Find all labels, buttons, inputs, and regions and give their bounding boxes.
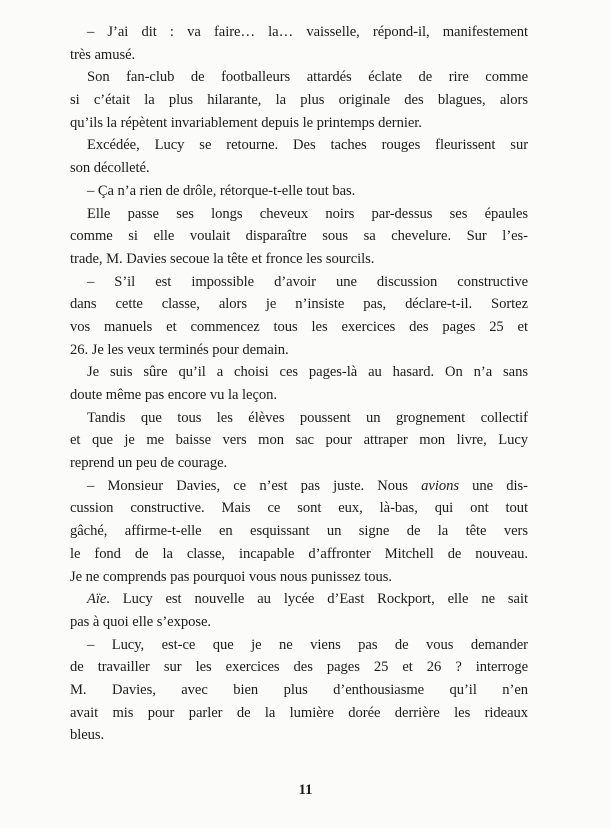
- text-line: Tandis que tous les élèves poussent un grognement collectif: [87, 409, 528, 426]
- text-line: Elle passe ses longs cheveux noirs par-dessus ses épaules: [87, 205, 528, 222]
- text-line: cussion constructive. Mais ce sont eux, là-bas, qui ont tout: [70, 500, 528, 517]
- text-line: comme si elle voulait disparaître sous sa chevelure. Sur l’es-: [70, 228, 528, 245]
- text-line: reprend un peu de courage.: [70, 455, 228, 472]
- text-line: dans cette classe, alors je n’insiste pas, déclare-t-il. Sortez: [70, 296, 528, 313]
- text-line: pas à quoi elle s’expose.: [70, 613, 211, 630]
- text-line: bleus.: [70, 727, 105, 744]
- text-line: son décolleté.: [70, 160, 150, 177]
- text-line: Je ne comprends pas pourquoi vous nous punissez tous.: [70, 568, 393, 585]
- italic-word: Aïe: [87, 591, 107, 608]
- page-number: 11: [298, 782, 313, 798]
- text-line: M. Davies, avec bien plus d’enthousiasme qu’il n’en: [70, 681, 528, 698]
- text-line: avait mis pour parler de la lumière dorée derrière les rideaux: [70, 704, 528, 721]
- text-line: vos manuels et commencez tous les exercices des pages 25 et: [70, 318, 528, 335]
- text-line: trade, M. Davies secoue la tête et fronce les sourcils.: [70, 250, 375, 267]
- text-line: le fond de la classe, incapable d’affronter Mitchell de nouveau.: [70, 545, 528, 562]
- text-block: [70, 21, 528, 747]
- text-line: – S’il est impossible d’avoir une discussion constructive: [87, 273, 528, 290]
- text-line: qu’ils la répètent invariablement depuis le printemps dernier.: [70, 114, 422, 131]
- text-line: [70, 588, 528, 611]
- text-segment: une dis-: [458, 477, 528, 494]
- text-line: si c’était la plus hilarante, la plus originale des blagues, alors: [70, 92, 528, 109]
- text-line: Je suis sûre qu’il a choisi ces pages-là au hasard. On n’a sans: [87, 364, 528, 381]
- text-line: et que je me baisse vers mon sac pour attraper mon livre, Lucy: [70, 432, 528, 449]
- text-line: doute même pas encore vu la leçon.: [70, 387, 277, 403]
- text-line: très amusé.: [70, 46, 136, 63]
- text-segment: . Lucy est nouvelle au lycée d’East Rockport, elle ne sait: [106, 591, 528, 608]
- text-line: de travailler sur les exercices des pages 25 et 26 ? interroge: [70, 659, 528, 676]
- italic-word: avions: [421, 477, 459, 494]
- text-line: – J’ai dit : va faire… la… vaisselle, répond-il, manifestement: [87, 24, 528, 40]
- text-line: gâché, affirme-t-elle en esquissant un signe de la tête vers: [70, 523, 528, 540]
- text-segment: – Monsieur Davies, ce n’est pas juste. Nous: [87, 477, 422, 494]
- text-line: 26. Je les veux terminés pour demain.: [70, 341, 289, 358]
- text-line: Son fan-club de footballeurs attardés éclate de rire comme: [87, 69, 528, 86]
- text-line: [70, 475, 528, 498]
- text-line: – Lucy, est-ce que je ne viens pas de vous demander: [87, 636, 528, 653]
- text-line: – Ça n’a rien de drôle, rétorque-t-elle tout bas.: [87, 182, 356, 199]
- text-line: Excédée, Lucy se retourne. Des taches rouges fleurissent sur: [87, 137, 528, 154]
